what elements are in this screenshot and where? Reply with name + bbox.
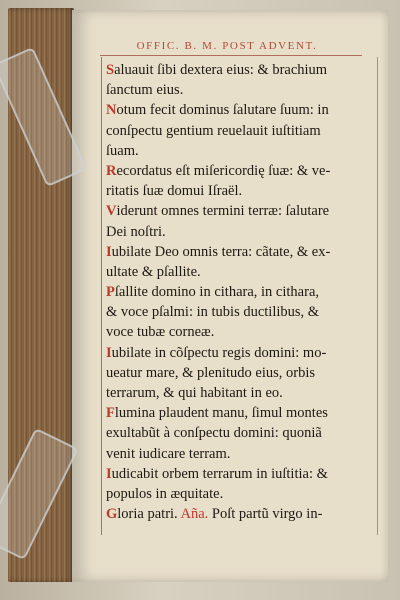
text-line bbox=[106, 302, 380, 322]
line-text: ſuam. bbox=[106, 142, 139, 159]
text-line bbox=[106, 403, 380, 423]
line-text-after: Poſt partũ virgo in- bbox=[208, 506, 323, 523]
text-line bbox=[106, 201, 380, 221]
text-line bbox=[106, 282, 380, 302]
text-line bbox=[106, 464, 380, 484]
line-text: venit iudicare terram. bbox=[106, 445, 231, 462]
line-text: udicabit orbem terrarum in iuſtitia: & bbox=[111, 465, 328, 482]
running-head: OFFIC. B. M. POST ADVENT. bbox=[136, 40, 318, 52]
rubricated-initial: S bbox=[106, 62, 115, 78]
line-text: iderunt omnes termini terræ: ſalutare bbox=[116, 203, 330, 220]
text-line bbox=[106, 423, 380, 443]
rubricated-initial: F bbox=[106, 405, 115, 422]
text-line bbox=[106, 222, 380, 242]
text-line bbox=[106, 60, 380, 80]
text-line bbox=[106, 484, 380, 504]
text-line bbox=[106, 181, 380, 201]
text-line bbox=[106, 100, 380, 120]
text-line bbox=[106, 242, 380, 262]
book-page bbox=[72, 10, 388, 582]
rubricated-initial: V bbox=[106, 203, 117, 220]
line-text: conſpectu gentium reuelauit iuſtitiam bbox=[106, 122, 321, 139]
line-text: aluauit ſibi dextera eius: & brachium bbox=[114, 62, 328, 78]
header-rule bbox=[100, 55, 362, 56]
line-text: ecordatus eſt miſericordię ſuæ: & ve- bbox=[116, 162, 331, 179]
rubricated-initial: I bbox=[106, 465, 112, 482]
text-line bbox=[106, 504, 380, 524]
rubricated-initial: N bbox=[106, 102, 117, 119]
line-text: exultabũt à conſpectu domini: quoniã bbox=[106, 425, 322, 442]
line-text: ſallite domino in cithara, in cithara, bbox=[114, 284, 319, 301]
antiphon-marker: Aña. bbox=[180, 506, 209, 523]
rubricated-initial: I bbox=[106, 243, 112, 260]
rubricated-initial: P bbox=[106, 284, 115, 301]
text-line bbox=[106, 322, 380, 342]
line-text: ritatis ſuæ domui Iſraël. bbox=[106, 183, 243, 200]
text-line bbox=[106, 80, 380, 100]
line-text: voce tubæ corneæ. bbox=[106, 324, 215, 341]
line-text: ultate & pſallite. bbox=[106, 263, 201, 280]
line-text: ſanctum eius. bbox=[106, 82, 184, 99]
psalm-text-block bbox=[106, 60, 380, 524]
text-line bbox=[106, 383, 380, 403]
text-line bbox=[106, 141, 380, 161]
text-line bbox=[106, 444, 380, 464]
text-line bbox=[106, 343, 380, 363]
line-text: loria patri. bbox=[117, 506, 181, 523]
text-line bbox=[106, 161, 380, 181]
line-text: ueatur mare, & plenitudo eius, orbis bbox=[106, 364, 315, 381]
line-text: & voce pſalmi: in tubis ductilibus, & bbox=[106, 304, 320, 321]
text-line bbox=[106, 363, 380, 383]
text-line bbox=[106, 121, 380, 141]
rubricated-initial: R bbox=[106, 162, 117, 179]
line-text: ubilate Deo omnis terra: cãtate, & ex- bbox=[111, 243, 331, 260]
line-text: otum fecit dominus ſalutare ſuum: in bbox=[116, 102, 329, 119]
rubricated-initial: I bbox=[106, 344, 112, 361]
line-text: lumina plaudent manu, ſimul montes bbox=[114, 405, 328, 422]
line-text: terrarum, & qui habitant in eo. bbox=[106, 385, 283, 401]
left-margin-rule bbox=[101, 57, 102, 535]
line-text: Dei noſtri. bbox=[106, 223, 166, 240]
line-text: populos in æquitate. bbox=[106, 485, 224, 502]
text-line bbox=[106, 262, 380, 282]
line-text: ubilate in cõſpectu regis domini: mo- bbox=[111, 344, 327, 361]
rubricated-initial: G bbox=[106, 506, 118, 523]
